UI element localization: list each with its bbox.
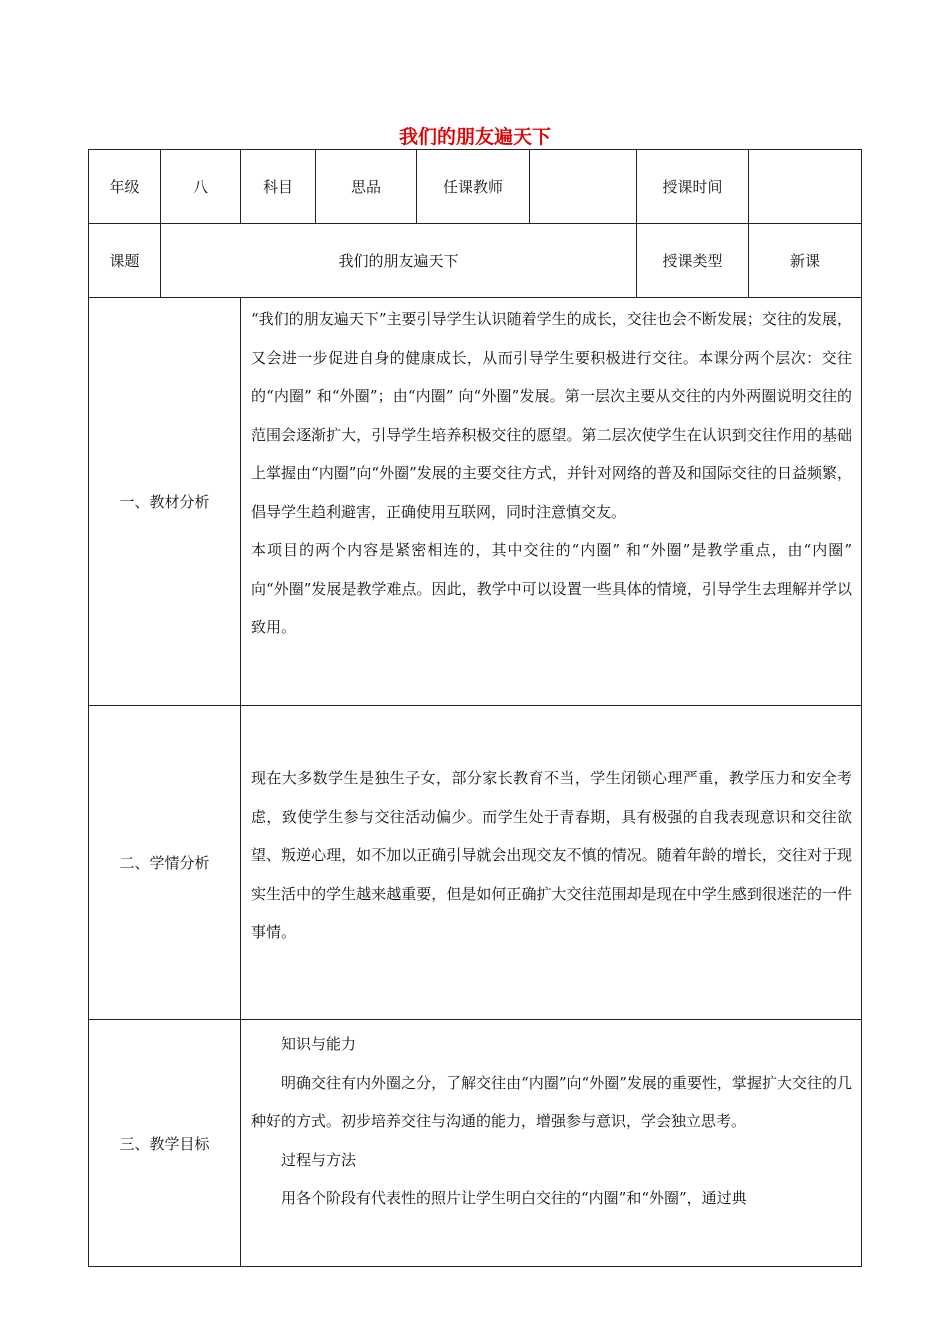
time-value (749, 150, 862, 224)
material-analysis-content (241, 298, 862, 706)
goals-paragraph-process: 用各个阶段有代表性的照片让学生明白交往的“内圈”和“外圈”，通过典 (281, 1189, 747, 1207)
student-analysis-content (241, 706, 862, 1020)
teaching-goals-row (89, 1020, 862, 1267)
material-paragraph-2: 本项目的两个内容是紧密相连的，其中交往的“内圈” 和“外圈”是教学重点，由“内圈” 向“外圈”发展是教学难点。因此，教学中可以设置一些具体的情境，引导学生去理解并学以致用。 (251, 541, 852, 636)
topic-label: 课题 (89, 224, 161, 298)
student-analysis-row (89, 706, 862, 1020)
teacher-label: 任课教师 (417, 150, 530, 224)
material-analysis-label: 一、教材分析 (89, 298, 241, 706)
lesson-plan-table (88, 149, 862, 1267)
time-label: 授课时间 (637, 150, 749, 224)
teacher-value (530, 150, 637, 224)
grade-label: 年级 (89, 150, 161, 224)
subject-label: 科目 (241, 150, 316, 224)
goals-heading-process: 过程与方法 (281, 1150, 357, 1169)
header-row (89, 150, 862, 224)
type-value: 新课 (749, 224, 862, 298)
material-analysis-row (89, 298, 862, 706)
subject-value: 思品 (316, 150, 417, 224)
document-title: 我们的朋友遍天下 (398, 126, 551, 148)
topic-row (89, 224, 862, 298)
students-paragraph-1: 现在大多数学生是独生子女，部分家长教育不当，学生闭锁心理严重，教学压力和安全考虑，致使学生参与交往活动偏少。而学生处于青春期，具有极强的自我表现意识和交往欲望、叛逆心理，如不加以正确引导就会出现交友不慎的情况。随着年龄的增长，交往对于现实生活中的学生越来越重要，但是如何正确扩大交往范围却是现在中学生感到很迷茫的一件事情。 (251, 769, 852, 941)
goals-paragraph-knowledge: 明确交往有内外圈之分，了解交往由“内圈”向“外圈”发展的重要性，掌握扩大交往的几种好的方式。初步培养交往与沟通的能力，增强参与意识，学会独立思考。 (251, 1073, 852, 1130)
material-paragraph-1: “我们的朋友遍天下”主要引导学生认识随着学生的成长，交往也会不断发展；交往的发展，又会进一步促进自身的健康成长，从而引导学生要积极进行交往。本课分两个层次：交往的“内圈” 和“外圈”；由“内圈” 向“外圈”发展。第一层次主要从交往的内外两圈说明交往的范围会逐渐扩大，引导学生培养积极交往的愿望。第二层次使学生在认识到交往作用的基础上掌握由“内圈”向“外圈”发展的主要交往方式，并针对网络的普及和国际交往的日益频繁，倡导学生趋利避害，正确使用互联网，同时注意慎交友。 (251, 310, 852, 521)
topic-value: 我们的朋友遍天下 (161, 224, 637, 298)
teaching-goals-content (241, 1020, 862, 1267)
teaching-goals-label: 三、教学目标 (89, 1020, 241, 1267)
goals-heading-knowledge: 知识与能力 (281, 1035, 357, 1053)
type-label: 授课类型 (637, 224, 749, 298)
grade-value: 八 (161, 150, 241, 224)
student-analysis-label: 二、学情分析 (89, 706, 241, 1020)
